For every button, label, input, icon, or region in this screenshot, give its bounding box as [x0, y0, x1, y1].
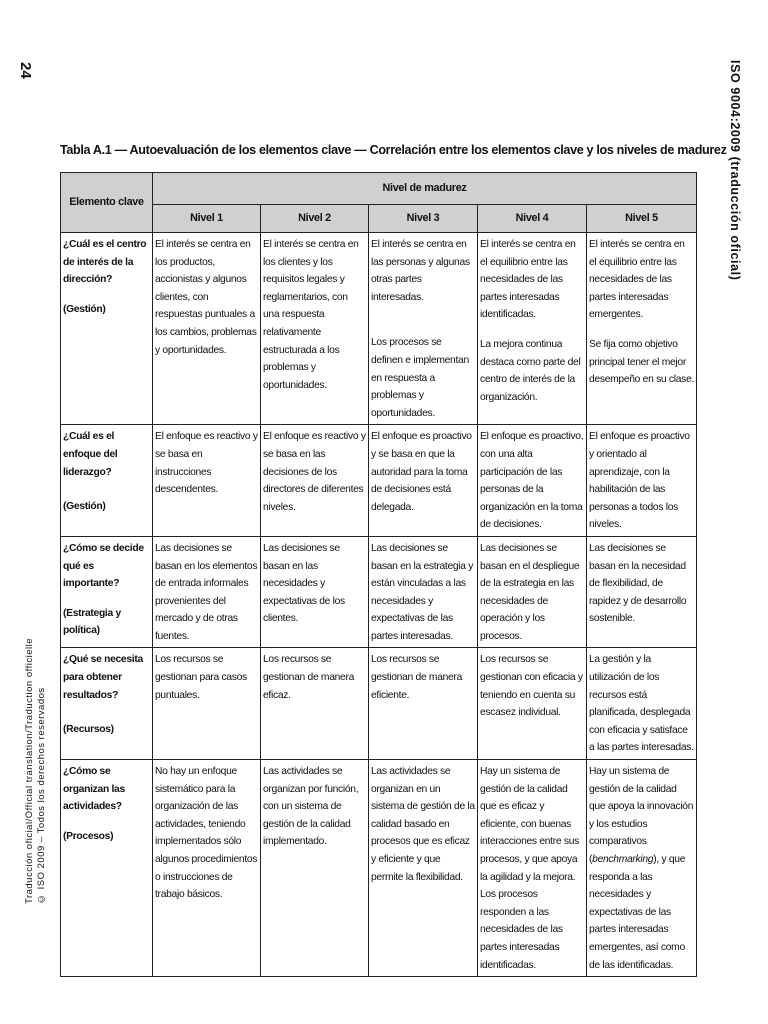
- level-cell: El enfoque es proactivo, con una alta participación de las personas de la organización en la toma de decisiones.: [478, 425, 587, 537]
- table-row: [61, 536, 697, 648]
- maturity-table: [60, 172, 697, 977]
- cell-text-part: Hay un sistema de gestión de la calidad que apoya la innovación y los estudios comparativos (: [589, 766, 694, 865]
- level-cell: Las decisiones se basan en el despliegue de la estrategia en las necesidades de operación y los procesos.: [478, 536, 587, 648]
- header-level-3: Nivel 3: [369, 205, 478, 233]
- copyright-footer: [24, 552, 52, 904]
- level-cell: El enfoque es reactivo y se basa en instrucciones descendentes.: [153, 425, 261, 537]
- key-area: (Procesos): [63, 830, 114, 842]
- level-cell: [587, 760, 697, 977]
- table-row: [61, 233, 697, 425]
- level-cell: Los recursos se gestionan con eficacia y teniendo en cuenta su escasez individual.: [478, 648, 587, 760]
- key-element-cell: [61, 233, 153, 425]
- level-cell: Las actividades se organizan en un sistema de gestión de la calidad basado en procesos que es eficaz y eficiente y que permite la flexibilidad.: [369, 760, 478, 977]
- cell-text-part: ), y que responda a las necesidades y expectativas de las partes interesadas emergentes, así como de las identificadas.: [589, 854, 686, 971]
- cell-paragraph: El interés se centra en las personas y algunas otras partes interesadas.: [371, 239, 470, 303]
- level-cell: Las decisiones se basan en la estrategia y están vinculadas a las necesidades y expectativas de las partes interesadas.: [369, 536, 478, 648]
- header-key-element: Elemento clave: [61, 173, 153, 233]
- key-element-cell: [61, 760, 153, 977]
- key-question: ¿Cómo se decide qué es importante?: [63, 542, 144, 590]
- level-header-row: [61, 205, 697, 233]
- page-number: 24: [17, 62, 34, 79]
- cell-paragraph: Los procesos se definen e implementan en respuesta a problemas y oportunidades.: [371, 337, 469, 419]
- level-cell: El interés se centra en los productos, accionistas y algunos clientes, con respuestas puntuales a los cambios, problemas y oportunidades.: [153, 233, 261, 425]
- table-row: [61, 760, 697, 977]
- cell-paragraph: Se fija como objetivo principal tener el mejor desempeño en su clase.: [589, 338, 695, 386]
- level-cell: Hay un sistema de gestión de la calidad que es eficaz y eficiente, con buenas interacciones entre sus procesos, y que apoya la agilidad y la mejora. Los procesos responden a las necesidades de las partes interesadas identificadas.: [478, 760, 587, 977]
- cell-paragraph: El interés se centra en el equilibrio entre las necesidades de las partes interesadas identificadas.: [480, 239, 576, 321]
- level-cell: Las decisiones se basan en la necesidad de flexibilidad, de rapidez y de desarrollo sostenible.: [587, 536, 697, 648]
- key-area: (Estrategia y política): [63, 607, 121, 637]
- key-question: ¿Cuál es el enfoque del liderazgo?: [63, 431, 118, 478]
- key-area: (Recursos): [63, 724, 114, 736]
- key-question: ¿Cuál es el centro de interés de la dirección?: [63, 239, 147, 286]
- footer-line-2: © ISO 2009 – Todos los derechos reservados: [36, 687, 47, 904]
- header-level-2: Nivel 2: [261, 205, 369, 233]
- level-cell: La gestión y la utilización de los recursos está planificada, desplegada con eficacia y satisface a las partes interesadas.: [587, 648, 697, 760]
- level-cell: Los recursos se gestionan de manera eficiente.: [369, 648, 478, 760]
- header-level-5: Nivel 5: [587, 205, 697, 233]
- key-element-cell: [61, 648, 153, 760]
- level-cell: El enfoque es reactivo y se basa en las decisiones de los directores de diferentes niveles.: [261, 425, 369, 537]
- level-cell: Las decisiones se basan en los elementos de entrada informales provenientes del mercado y de otras fuentes.: [153, 536, 261, 648]
- key-area: (Gestión): [63, 501, 106, 513]
- table-title: Tabla A.1 — Autoevaluación de los elementos clave — Correlación entre los elementos clave y los niveles de madurez: [60, 143, 727, 157]
- table-header-row: [61, 173, 697, 205]
- level-cell: Los recursos se gestionan para casos puntuales.: [153, 648, 261, 760]
- level-cell: Las actividades se organizan por función, con un sistema de gestión de la calidad implementado.: [261, 760, 369, 977]
- key-question: ¿Qué se necesita para obtener resultados?: [63, 654, 143, 701]
- level-cell: Los recursos se gestionan de manera eficaz.: [261, 648, 369, 760]
- cell-paragraph: La mejora continua destaca como parte del centro de interés de la organización.: [480, 338, 581, 403]
- running-header: ISO 9004:2009 (traducción oficial): [728, 60, 742, 281]
- level-cell: No hay un enfoque sistemático para la organización de las actividades, teniendo implementados sólo algunos procedimientos o instrucciones de trabajo básicos.: [153, 760, 261, 977]
- table-row: [61, 648, 697, 760]
- key-element-cell: [61, 536, 153, 648]
- footer-line-1: Traducción oficial/Official translation/Traduction officielle: [24, 637, 35, 904]
- header-maturity-level: Nivel de madurez: [153, 173, 697, 205]
- level-cell: [587, 233, 697, 425]
- cell-paragraph: El interés se centra en el equilibrio entre las necesidades de las partes interesadas emergentes.: [589, 239, 685, 321]
- level-cell: [369, 233, 478, 425]
- key-element-cell: [61, 425, 153, 537]
- header-level-4: Nivel 4: [478, 205, 587, 233]
- benchmarking-term: benchmarking: [592, 854, 654, 865]
- level-cell: El interés se centra en los clientes y los requisitos legales y reglamentarios, con una respuesta relativamente estructurada a los problemas y oportunidades.: [261, 233, 369, 425]
- key-question: ¿Cómo se organizan las actividades?: [63, 766, 125, 813]
- level-cell: El enfoque es proactivo y orientado al aprendizaje, con la habilitación de las personas a todos los niveles.: [587, 425, 697, 537]
- level-cell: Las decisiones se basan en las necesidades y expectativas de los clientes.: [261, 536, 369, 648]
- table-row: [61, 425, 697, 537]
- level-cell: El enfoque es proactivo y se basa en que la autoridad para la toma de decisiones está delegada.: [369, 425, 478, 537]
- header-level-1: Nivel 1: [153, 205, 261, 233]
- key-area: (Gestión): [63, 303, 106, 315]
- level-cell: [478, 233, 587, 425]
